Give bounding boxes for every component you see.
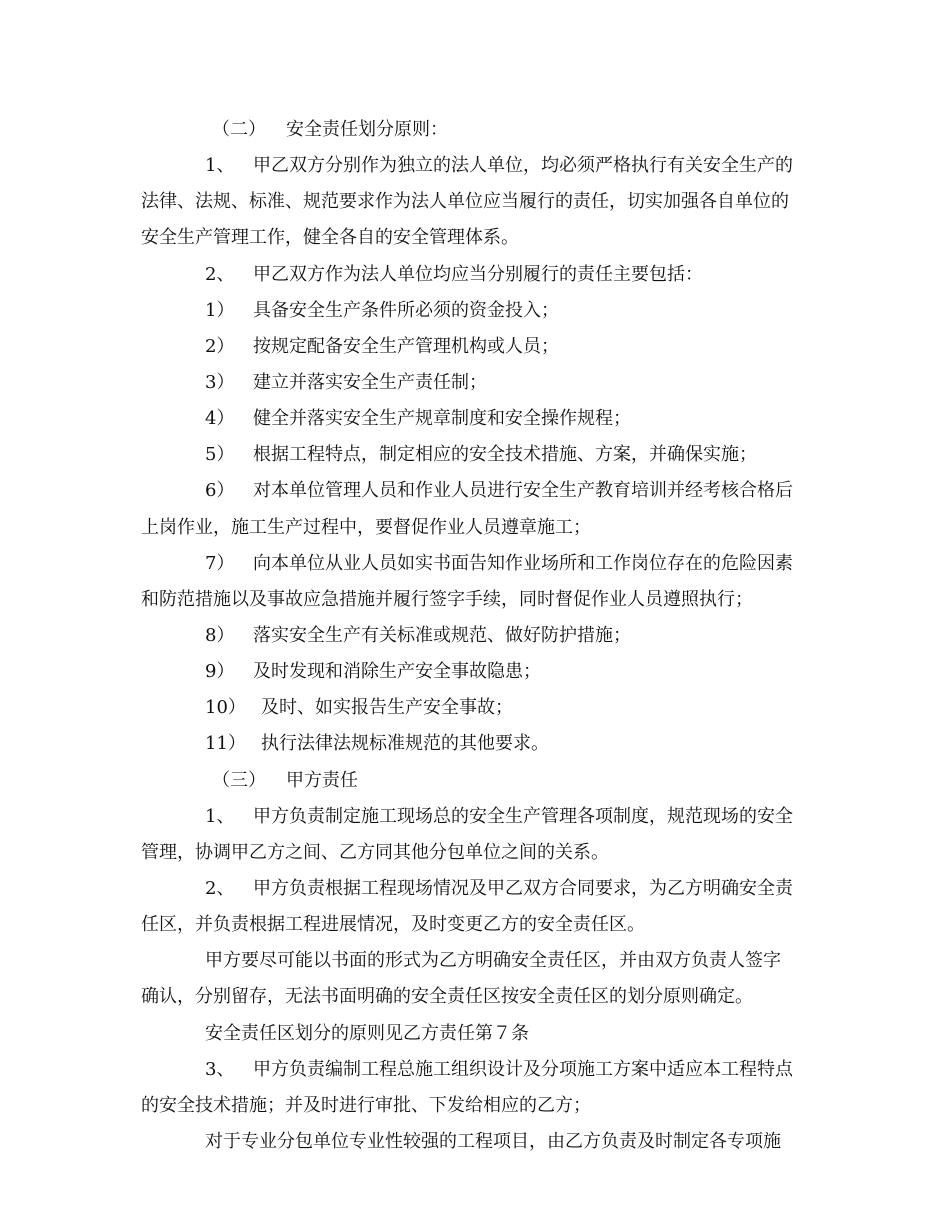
- list-item: [141, 871, 810, 907]
- item-number: 9）: [205, 661, 235, 683]
- continuation-line: 法律、法规、标准、规范要求作为法人单位应当履行的责任，切实加强各自单位的: [141, 191, 789, 213]
- item-number: 4）: [205, 408, 235, 430]
- item-number: 2、: [205, 263, 235, 285]
- paragraph-line: 安全责任区划分的原则见乙方责任第７条: [205, 1022, 529, 1044]
- item-number: 5）: [205, 444, 235, 466]
- item-number: 7）: [205, 552, 235, 574]
- list-item: [141, 257, 810, 293]
- item-text: 甲方负责根据工程现场情况及甲乙双方合同要求，为乙方明确安全责: [253, 877, 793, 899]
- paragraph-line: 甲方要尽可能以书面的形式为乙方明确安全责任区，并由双方负责人签字: [205, 950, 781, 972]
- item-text: 甲方负责制定施工现场总的安全生产管理各项制度，规范现场的安全: [253, 805, 793, 827]
- item-text: 落实安全生产有关标准或规范、做好防护措施；: [253, 624, 631, 646]
- list-item: [141, 799, 810, 835]
- continuation-line: 任区，并负责根据工程进展情况，及时变更乙方的安全责任区。: [141, 914, 645, 936]
- section-title: 甲方责任: [286, 769, 358, 791]
- item-number: 8）: [205, 624, 235, 646]
- item-text: 甲乙双方分别作为独立的法人单位，均必须严格执行有关安全生产的: [253, 155, 793, 177]
- sub-item: [141, 293, 810, 329]
- item-number: 10）: [205, 697, 246, 719]
- sub-item: [141, 329, 810, 365]
- section-number: （二）: [212, 119, 266, 140]
- sub-item: [141, 726, 810, 762]
- item-text: 根据工程特点，制定相应的安全技术措施、方案，并确保实施；: [253, 444, 757, 466]
- sub-item: [141, 654, 810, 690]
- item-number: 6）: [205, 480, 235, 502]
- sub-item: [141, 618, 810, 654]
- continuation-line: 和防范措施以及事故应急措施并履行签字手续，同时督促作业人员遵照执行；: [141, 588, 753, 610]
- item-text: 甲乙双方作为法人单位均应当分别履行的责任主要包括：: [253, 263, 703, 285]
- section-number: （三）: [212, 769, 266, 791]
- item-number: 1、: [205, 805, 235, 827]
- item-text: 及时、如实报告生产安全事故；: [261, 697, 513, 719]
- item-text: 甲方负责编制工程总施工组织设计及分项施工方案中适应本工程特点: [253, 1058, 793, 1080]
- item-text: 健全并落实安全生产规章制度和安全操作规程；: [253, 408, 631, 430]
- item-number: 3）: [205, 371, 235, 393]
- section-heading: [141, 763, 810, 799]
- item-number: 3、: [205, 1058, 235, 1080]
- item-text: 向本单位从业人员如实书面告知作业场所和工作岗位存在的危险因素: [253, 552, 793, 574]
- continuation-line: 确认，分别留存，无法书面明确的安全责任区按安全责任区的划分原则确定。: [141, 986, 753, 1008]
- paragraph-line: 对于专业分包单位专业性较强的工程项目，由乙方负责及时制定各专项施: [205, 1130, 781, 1152]
- sub-item: [141, 437, 810, 473]
- section-heading: [141, 112, 810, 148]
- sub-item: [141, 365, 810, 401]
- document-body: [141, 112, 810, 1152]
- list-item: [141, 1052, 810, 1088]
- continuation-line: 的安全技术措施；并及时进行审批、下发给相应的乙方；: [141, 1094, 591, 1116]
- item-text: 按规定配备安全生产管理机构或人员；: [253, 335, 559, 357]
- sub-item: [141, 690, 810, 726]
- sub-item: [141, 401, 810, 437]
- item-text: 建立并落实安全生产责任制；: [253, 371, 487, 393]
- item-number: 2）: [205, 335, 235, 357]
- sub-item: [141, 473, 810, 509]
- item-number: 2、: [205, 877, 235, 899]
- item-number: 11）: [205, 733, 246, 755]
- item-text: 具备安全生产条件所必须的资金投入；: [253, 299, 559, 321]
- item-text: 及时发现和消除生产安全事故隐患；: [253, 661, 541, 683]
- list-item: [141, 148, 810, 184]
- continuation-line: 管理，协调甲乙方之间、乙方同其他分包单位之间的关系。: [141, 841, 609, 863]
- item-number: 1、: [205, 155, 235, 177]
- continuation-line: 上岗作业，施工生产过程中，要督促作业人员遵章施工；: [141, 516, 591, 538]
- continuation-line: 安全生产管理工作，健全各自的安全管理体系。: [141, 227, 519, 249]
- item-text: 对本单位管理人员和作业人员进行安全生产教育培训并经考核合格后: [253, 480, 793, 502]
- section-title: 安全责任划分原则：: [286, 119, 448, 140]
- item-number: 1）: [205, 299, 235, 321]
- item-text: 执行法律法规标准规范的其他要求。: [261, 733, 549, 755]
- sub-item: [141, 546, 810, 582]
